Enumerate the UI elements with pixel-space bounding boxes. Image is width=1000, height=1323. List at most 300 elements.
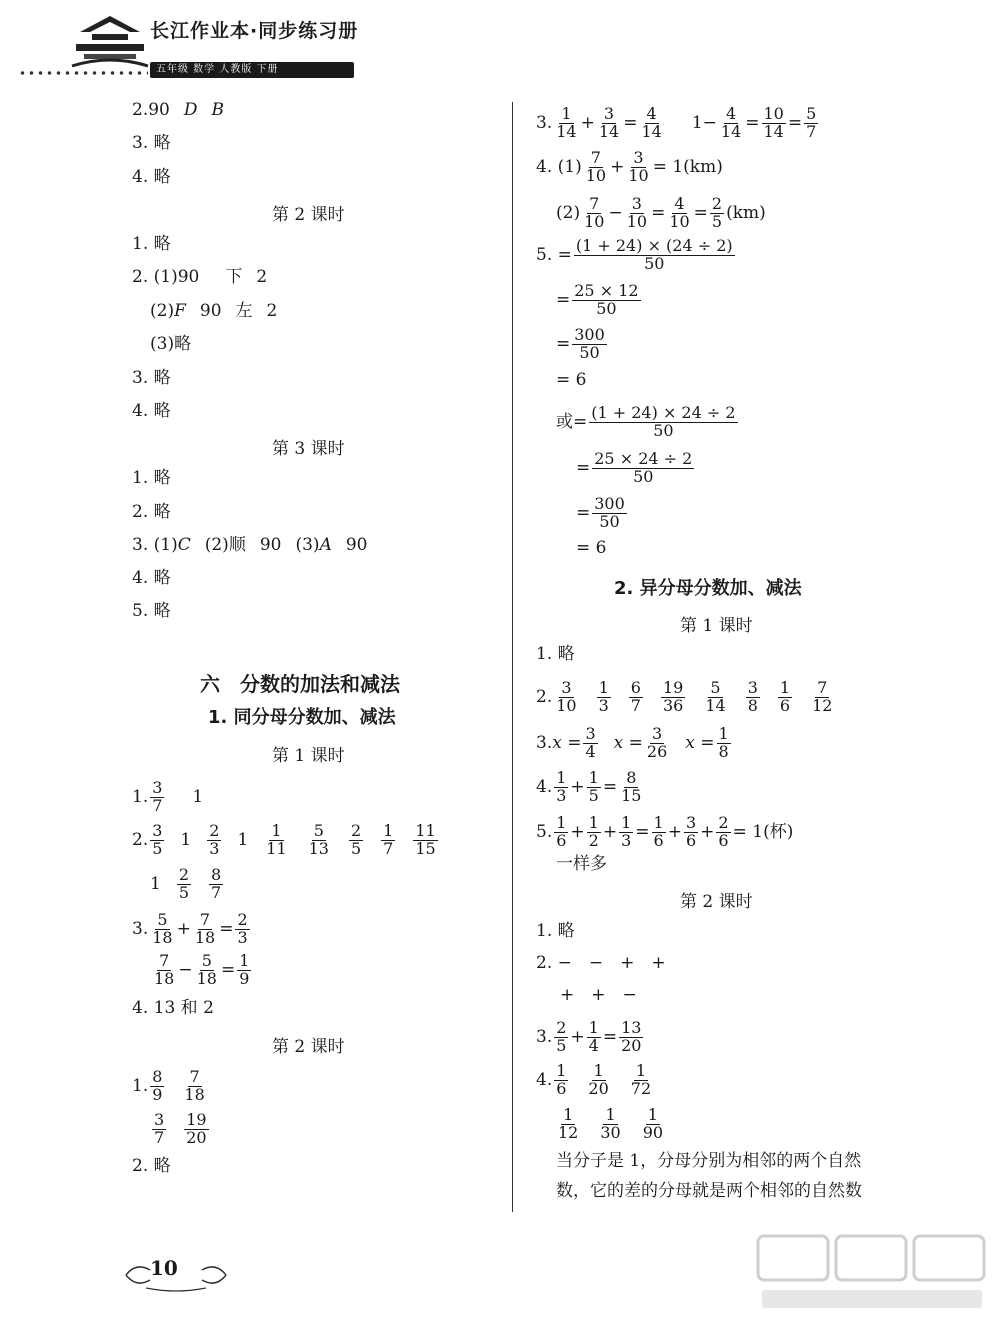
text: x = [552, 733, 582, 754]
denominator: 7 [383, 838, 394, 858]
numerator: 2 [350, 821, 362, 840]
numerator: 8 [152, 1067, 163, 1086]
fraction [554, 106, 578, 141]
numerator: 3 [685, 813, 697, 832]
text: 3. [536, 733, 553, 754]
numerator: 2 [711, 194, 723, 213]
numerator: 7 [589, 194, 600, 213]
answer-line [576, 451, 696, 486]
lesson-heading: 第 3 课时 [272, 439, 345, 459]
denominator: 7 [211, 882, 222, 902]
fraction [583, 726, 597, 761]
operator: + [602, 822, 618, 843]
watermark-logo-icon [752, 1232, 988, 1314]
numerator: 1 [598, 678, 609, 697]
operator: = [602, 777, 618, 798]
fraction [264, 823, 288, 858]
numerator: 3 [603, 104, 615, 123]
numerator: 10 [763, 104, 784, 123]
answer-line: 4. 略 [132, 568, 171, 588]
denominator: 5 [556, 1035, 567, 1055]
denominator: 18 [152, 927, 173, 947]
fraction [619, 1020, 643, 1055]
denominator: 15 [415, 838, 436, 858]
answer-line: 1. 略 [132, 234, 171, 254]
numerator: 6 [630, 678, 641, 697]
answer-line: + + − [560, 985, 637, 1005]
denominator: 8 [747, 695, 758, 715]
denominator: 50 [599, 511, 620, 531]
denominator: 10 [585, 165, 607, 185]
fraction [746, 680, 760, 715]
fraction [667, 196, 691, 231]
text: 4. [536, 1070, 553, 1091]
numerator: 5 [157, 910, 168, 929]
denominator: 15 [621, 785, 642, 805]
text: (km) [726, 203, 766, 224]
header-logo-icon [68, 10, 152, 72]
numerator: 1 [556, 1061, 567, 1080]
text: 2. [132, 830, 149, 851]
header-subtitle: 五年级 数学 人教版 下册 [150, 62, 354, 78]
answer-line [554, 1107, 667, 1142]
text: 1 [180, 830, 192, 851]
denominator: 3 [621, 830, 632, 850]
page-number: 10 [150, 1256, 178, 1280]
denominator: 90 [642, 1122, 664, 1142]
denominator: 5 [711, 211, 723, 231]
numerator: 3 [585, 724, 596, 743]
operator: + [700, 822, 715, 843]
denominator: 3 [556, 785, 567, 805]
text: 2 [266, 301, 278, 321]
text: 4. (1) [536, 157, 582, 178]
fraction [182, 1069, 206, 1104]
text: 2 [256, 267, 268, 287]
denominator: 14 [598, 121, 620, 141]
answer-line [536, 770, 645, 805]
answer-line [536, 150, 723, 185]
numerator: 2 [556, 1018, 567, 1037]
text: 1 [237, 830, 249, 851]
numerator: 4 [674, 194, 685, 213]
operator: = [602, 1027, 618, 1048]
answer-line: 1. 略 [132, 468, 171, 488]
text: x = [685, 733, 715, 754]
column-divider [512, 102, 513, 1212]
numerator: 1 [605, 1105, 616, 1124]
operator: + [667, 822, 682, 843]
operator: − [702, 113, 717, 134]
text: 2. (1)90 [132, 267, 200, 287]
answer-line [150, 953, 253, 988]
text: 下 [225, 267, 243, 287]
numerator: 3 [152, 778, 163, 797]
numerator: (1 + 24) × 24 ÷ 2 [591, 403, 736, 422]
text: = 1(km) [652, 157, 723, 178]
denominator: 7 [806, 121, 817, 141]
numerator: 8 [626, 768, 637, 787]
denominator: 3 [598, 695, 609, 715]
answer-line: = 6 [556, 370, 587, 390]
operator: + [610, 157, 625, 178]
fraction [556, 1107, 580, 1142]
denominator: 11 [266, 838, 287, 858]
numerator: 3 [152, 821, 163, 840]
fraction [554, 680, 578, 715]
denominator: 20 [588, 1078, 609, 1098]
fraction [184, 1112, 208, 1147]
denominator: 36 [662, 695, 684, 715]
numerator: 1 [271, 821, 282, 840]
chapter-title: 六 分数的加法和减法 [200, 672, 400, 696]
numerator: (1 + 24) × (24 ÷ 2) [575, 236, 733, 255]
answer-line [536, 680, 836, 715]
denominator: 9 [239, 968, 250, 988]
denominator: 6 [653, 830, 664, 850]
text: F [174, 301, 186, 321]
denominator: 20 [186, 1127, 207, 1147]
denominator: 2 [588, 830, 599, 850]
numerator: 1 [718, 724, 729, 743]
fraction [209, 867, 223, 902]
answer-line: 4. 略 [132, 167, 171, 187]
numerator: 7 [189, 1067, 200, 1086]
denominator: 3 [209, 838, 220, 858]
answer-line [576, 496, 629, 531]
numerator: 2 [718, 813, 729, 832]
answer-line: 3. 略 [132, 133, 171, 153]
denominator: 10 [584, 211, 605, 231]
numerator: 7 [199, 910, 211, 929]
lesson-heading: 第 1 课时 [680, 616, 753, 636]
denominator: 3 [237, 927, 248, 947]
fraction [597, 680, 611, 715]
fraction [645, 726, 669, 761]
header-dots [18, 70, 148, 76]
numerator: 1 [556, 813, 567, 832]
fraction [307, 823, 331, 858]
text: 5. = [536, 245, 572, 266]
numerator: 1 [561, 104, 572, 123]
fraction [235, 912, 249, 947]
text: C [177, 535, 191, 555]
lesson-heading: 第 2 课时 [272, 205, 345, 225]
numerator: 11 [415, 821, 436, 840]
fraction [626, 150, 650, 185]
numerator: 3 [631, 194, 642, 213]
text: 90 [345, 535, 368, 555]
section-title: 1. 同分母分数加、减法 [208, 707, 396, 728]
numerator: 5 [806, 104, 817, 123]
numerator: 5 [710, 678, 721, 697]
fraction [584, 150, 608, 185]
numerator: 3 [561, 678, 572, 697]
text: 1 [691, 113, 703, 134]
numerator: 1 [563, 1105, 574, 1124]
operator: + [570, 777, 585, 798]
denominator: 50 [644, 253, 665, 273]
answer-line: 5. 略 [132, 601, 171, 621]
answer-line: 2. 略 [132, 502, 171, 522]
answer-line: 1. 略 [536, 921, 575, 941]
text: 1. [132, 787, 149, 808]
numerator: 2 [209, 821, 220, 840]
fraction [572, 283, 640, 318]
fraction [587, 815, 601, 850]
answer-line [132, 1069, 209, 1104]
text: 3. [536, 113, 553, 134]
fraction [778, 680, 792, 715]
answer-line [132, 912, 252, 947]
fraction [804, 106, 818, 141]
text: 90 [259, 535, 282, 555]
numerator: 4 [725, 104, 737, 123]
denominator: 6 [718, 830, 729, 850]
answer-line [556, 327, 609, 362]
denominator: 6 [556, 830, 567, 850]
text: A [319, 535, 332, 555]
numerator: 2 [178, 865, 190, 884]
numerator: 1 [779, 678, 791, 697]
denominator: 12 [558, 1122, 579, 1142]
fraction [719, 106, 743, 141]
denominator: 14 [705, 695, 726, 715]
fraction [152, 953, 176, 988]
denominator: 30 [600, 1122, 621, 1142]
fraction [619, 815, 633, 850]
fraction [381, 823, 395, 858]
fraction [587, 1020, 601, 1055]
numerator: 3 [633, 148, 644, 167]
operator: = [651, 203, 666, 224]
fraction [207, 823, 221, 858]
answer-line [132, 534, 367, 556]
numerator: 300 [574, 325, 605, 344]
text: (2) [556, 203, 581, 224]
denominator: 6 [685, 830, 697, 850]
denominator: 18 [196, 968, 217, 988]
lesson-heading: 第 1 课时 [272, 746, 345, 766]
text: = 1(杯) [732, 822, 794, 843]
denominator: 9 [152, 1084, 163, 1104]
text: D [183, 100, 198, 120]
fraction [150, 823, 164, 858]
fraction [589, 405, 737, 440]
answer-line: 2. 略 [132, 1156, 171, 1176]
fraction [684, 815, 698, 850]
numerator: 1 [383, 821, 394, 840]
denominator: 5 [350, 838, 362, 858]
numerator: 3 [652, 724, 663, 743]
denominator: 10 [669, 211, 690, 231]
fraction [150, 912, 174, 947]
operator: − [608, 203, 623, 224]
denominator: 12 [812, 695, 833, 715]
text: (3) [295, 535, 320, 555]
operator: = [635, 822, 650, 843]
operator: = [220, 960, 236, 981]
fraction [625, 196, 649, 231]
answer-line [132, 266, 267, 288]
numerator: 1 [556, 768, 567, 787]
fraction [587, 770, 601, 805]
denominator: 10 [626, 211, 648, 231]
denominator: 4 [588, 1035, 599, 1055]
denominator: 72 [630, 1078, 652, 1098]
operator: + [176, 919, 191, 940]
fraction [152, 1112, 166, 1147]
denominator: 13 [308, 838, 329, 858]
operator: = [693, 203, 708, 224]
answer-line [556, 196, 766, 231]
fraction [716, 815, 730, 850]
answer-line [132, 99, 224, 121]
text: 90 [199, 301, 222, 321]
fraction [629, 1063, 653, 1098]
fraction [592, 451, 694, 486]
numerator: 3 [154, 1110, 165, 1129]
fraction [349, 823, 363, 858]
numerator: 4 [646, 104, 657, 123]
fraction [150, 1069, 164, 1104]
fraction [762, 106, 786, 141]
numerator: 7 [159, 951, 170, 970]
operator: = [623, 113, 638, 134]
text: 左 [235, 301, 253, 321]
text: 3. (1) [132, 535, 178, 555]
answer-line: 一样多 [556, 854, 607, 874]
fraction [710, 196, 724, 231]
answer-line [150, 1112, 211, 1147]
denominator: 50 [596, 298, 617, 318]
text: 3. [132, 919, 149, 940]
answer-line: 4. 13 和 2 [132, 998, 214, 1018]
operator: + [570, 822, 585, 843]
denominator: 5 [178, 882, 190, 902]
answer-line [536, 726, 733, 761]
answer-line [150, 300, 277, 322]
fraction [582, 196, 606, 231]
numerator: 25 × 12 [574, 281, 639, 300]
operator: = [556, 334, 571, 355]
answer-line: 3. 略 [132, 368, 171, 388]
fraction [810, 680, 834, 715]
numerator: 1 [588, 1018, 599, 1037]
denominator: 20 [621, 1035, 642, 1055]
denominator: 4 [585, 741, 596, 761]
numerator: 2 [237, 910, 248, 929]
fraction [572, 327, 607, 362]
fraction [652, 815, 666, 850]
text: 3. [536, 1027, 553, 1048]
numerator: 1 [635, 1061, 647, 1080]
denominator: 10 [556, 695, 577, 715]
answer-line: 当分子是 1，分母分别为相邻的两个自然 [556, 1151, 862, 1171]
fraction [193, 912, 217, 947]
answer-line [132, 823, 440, 858]
answer-line: 1. 略 [536, 644, 575, 664]
lesson-heading: 第 2 课时 [680, 892, 753, 912]
denominator: 5 [588, 785, 599, 805]
denominator: 8 [718, 741, 729, 761]
fraction [195, 953, 219, 988]
numerator: 1 [593, 1061, 604, 1080]
numerator: 19 [662, 678, 684, 697]
operator: + [580, 113, 595, 134]
denominator: 18 [154, 968, 175, 988]
answer-line: = 6 [576, 538, 607, 558]
answer-line: (3)略 [150, 334, 192, 354]
operator: = [219, 919, 234, 940]
numerator: 13 [621, 1018, 642, 1037]
operator: = [745, 113, 760, 134]
denominator: 7 [154, 1127, 165, 1147]
text: 1 [192, 787, 204, 808]
denominator: 7 [630, 695, 641, 715]
text: 4. [536, 777, 553, 798]
operator: = [576, 458, 591, 479]
header-brand: 长江作业本·同步练习册 [150, 20, 359, 42]
answer-line [536, 238, 737, 273]
answer-line [556, 405, 740, 440]
text: 5. [536, 822, 553, 843]
answer-line: 4. 略 [132, 401, 171, 421]
operator: = [576, 503, 591, 524]
numerator: 19 [186, 1110, 207, 1129]
denominator: 14 [763, 121, 784, 141]
fraction [177, 867, 191, 902]
text: 2.90 [132, 100, 170, 120]
numerator: 5 [313, 821, 324, 840]
operator: + [570, 1027, 585, 1048]
fraction [586, 1063, 610, 1098]
text: (2)顺 [204, 535, 246, 555]
fraction [717, 726, 731, 761]
answer-line [536, 1020, 645, 1055]
operator: − [178, 960, 193, 981]
denominator: 26 [646, 741, 668, 761]
text: 或= [556, 412, 588, 433]
fraction [639, 106, 663, 141]
answer-line [150, 867, 225, 902]
section-title: 2. 异分母分数加、减法 [614, 578, 802, 599]
numerator: 25 × 24 ÷ 2 [594, 449, 693, 468]
numerator: 1 [588, 813, 599, 832]
fraction [150, 780, 164, 815]
denominator: 14 [720, 121, 742, 141]
numerator: 1 [653, 813, 664, 832]
text: (2) [150, 301, 175, 321]
fraction [554, 770, 568, 805]
fraction [554, 1020, 568, 1055]
answer-line [556, 283, 643, 318]
fraction [619, 770, 643, 805]
fraction [703, 680, 727, 715]
numerator: 1 [647, 1105, 658, 1124]
numerator: 7 [590, 148, 601, 167]
fraction [413, 823, 437, 858]
denominator: 18 [184, 1084, 205, 1104]
fraction [597, 106, 621, 141]
denominator: 5 [152, 838, 163, 858]
numerator: 1 [239, 951, 250, 970]
denominator: 50 [653, 420, 674, 440]
operator: = [787, 113, 803, 134]
text: B [211, 100, 224, 120]
numerator: 7 [817, 678, 828, 697]
fraction [598, 1107, 622, 1142]
